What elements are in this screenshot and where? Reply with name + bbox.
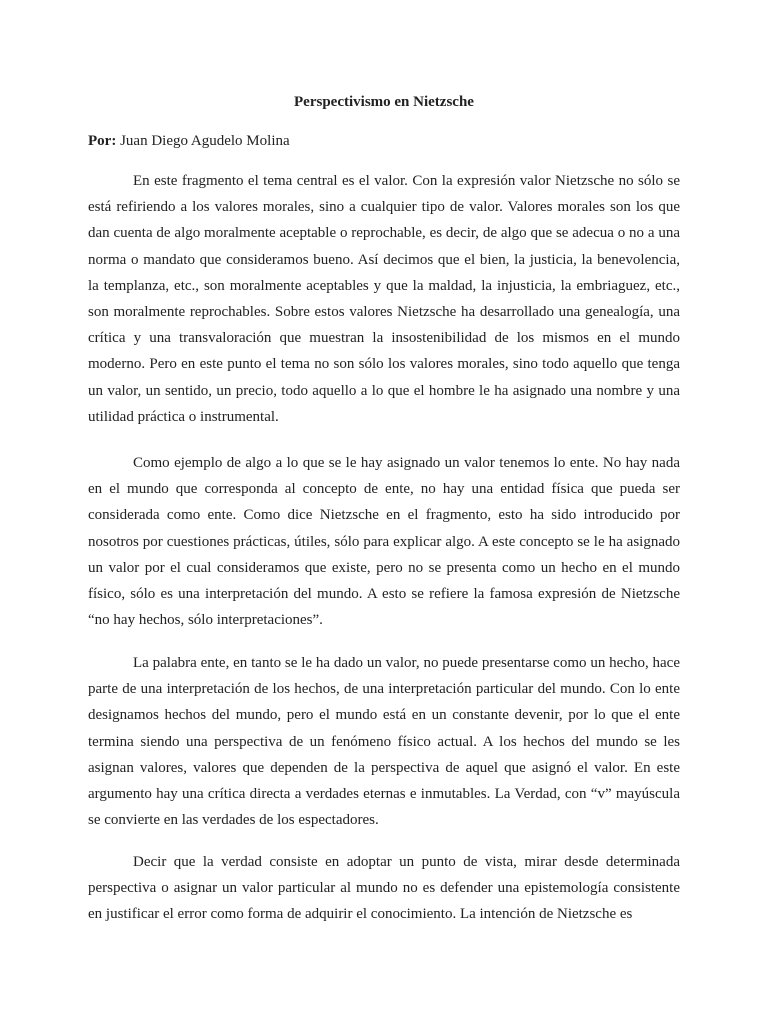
paragraph: En este fragmento el tema central es el valor. Con la expresión valor Nietzsche no sólo se está refiriendo a los valores morales, sino a cualquier tipo de valor. Valores morales son los que dan cuenta de algo moralmente aceptable o reprochable, es decir, de algo que se adecua o no a una norma o mandato que consideramos bueno. Así decimos que el bien, la justicia, la benevolencia, la templanza, etc., son moralmente aceptables y que la maldad, la injusticia, la embriaguez, etc., son moralmente reprochables. Sobre estos valores Nietzsche ha desarrollado una genealogía, una crítica y una transvaloración que muestran la insostenibilidad de los mismos en el mundo moderno. Pero en este punto el tema no son sólo los valores morales, sino todo aquello que tenga un valor, un sentido, un precio, todo aquello a lo que el hombre le ha asignado una nombre y una utilidad práctica o instrumental. (88, 173, 680, 425)
byline-author: Juan Diego Agudelo Molina (116, 133, 290, 149)
byline-label: Por: (88, 133, 117, 149)
paragraph: Decir que la verdad consiste en adoptar un punto de vista, mirar desde determinada perspectiva o asignar un valor particular al mundo no es defender una epistemología consistente en justificar el error como forma de adquirir el conocimiento. La intención de Nietzsche es (88, 854, 680, 923)
document-title: Perspectivismo en Nietzsche (294, 94, 474, 110)
paragraph: La palabra ente, en tanto se le ha dado un valor, no puede presentarse como un hecho, hace parte de una interpretación de los hechos, de una interpretación particular del mundo. Con lo ente designamos hechos del mundo, pero el mundo está en un constante devenir, por lo que el ente termina siendo una perspectiva de un fenómeno físico actual. A los hechos del mundo se les asignan valores, valores que dependen de la perspectiva de aquel que asignó el valor. En este argumento hay una crítica directa a verdades eternas e inmutables. La Verdad, con “v” mayúscula se convierte en las verdades de los espectadores. (88, 655, 680, 829)
byline (88, 131, 680, 151)
paragraph: Como ejemplo de algo a lo que se le hay asignado un valor tenemos lo ente. No hay nada en el mundo que corresponda al concepto de ente, no hay una entidad física que pueda ser considerada como ente. Como dice Nietzsche en el fragmento, esto ha sido introducido por nosotros por cuestiones prácticas, útiles, sólo para explicar algo. A este concepto se le ha asignado un valor por el cual consideramos que existe, pero no se presenta como un hecho en el mundo físico, sólo es una interpretación del mundo. A esto se refiere la famosa expresión de Nietzsche “no hay hechos, sólo interpretaciones”. (88, 455, 680, 629)
